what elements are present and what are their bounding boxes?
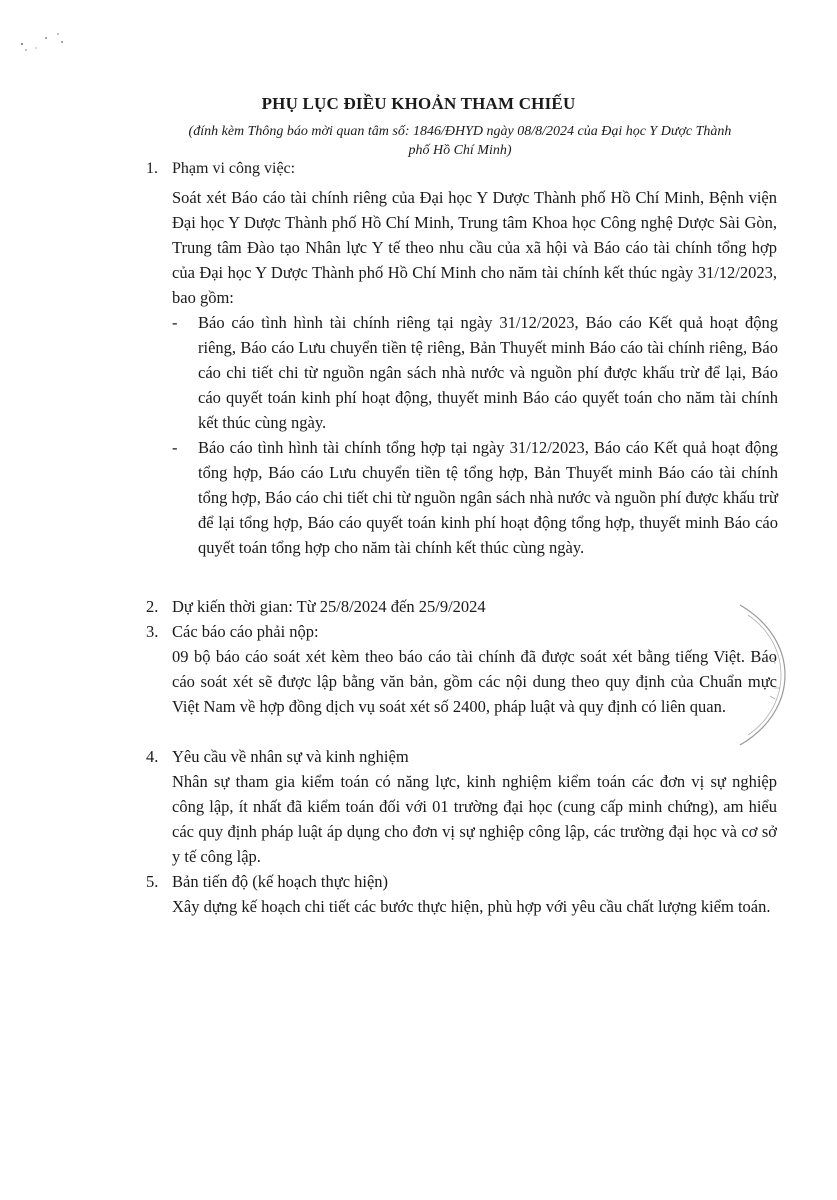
section-number: 4.	[146, 747, 159, 766]
section-1-paragraph: Soát xét Báo cáo tài chính riêng của Đại học Y Dược Thành phố Hồ Chí Minh, Bệnh viện Đại học Y Dược Thành phố Hồ Chí Minh, Trung tâm Khoa học Công nghệ Dược Sài Gòn, Trung tâm Đào tạo Nhân lực Y tế theo nhu cầu của xã hội và Báo cáo tài chính tổng hợp của Đại học Y Dược Thành phố Hồ Chí Minh cho năm tài chính kết thúc ngày 31/12/2023, bao gồm:	[172, 188, 777, 307]
section-number: 1.	[146, 160, 158, 177]
scan-specks	[16, 28, 76, 58]
section-2-heading	[146, 594, 766, 619]
bullet-text: Báo cáo tình hình tài chính tổng hợp tại ngày 31/12/2023, Báo cáo Kết quả hoạt động tổng hợp, Báo cáo Lưu chuyển tiền tệ tổng hợp, Bản Thuyết minh Báo cáo tài chính tổng hợp, Báo cáo chi tiết chi từ nguồn ngân sách nhà nước và nguồn phí được khấu trừ để lại tổng hợp, Báo cáo quyết toán kinh phí hoạt động tổng hợp, thuyết minh Báo cáo quyết toán tổng hợp cho năm tài chính kết thúc cùng ngày.	[198, 438, 778, 557]
stamp-edge-mark	[730, 600, 800, 750]
section-title: Dự kiến thời gian: Từ 25/8/2024 đến 25/9/2024	[172, 597, 486, 616]
bullet-text: Báo cáo tình hình tài chính riêng tại ngày 31/12/2023, Báo cáo Kết quả hoạt động riêng, Báo cáo Lưu chuyển tiền tệ riêng, Bản Thuyết minh Báo cáo tài chính riêng, Báo cáo chi tiết chi từ nguồn ngân sách nhà nước và nguồn phí được khấu trừ để lại, Báo cáo quyết toán kinh phí hoạt động, thuyết minh Báo cáo quyết toán cho năm tài chính kết thúc cùng ngày.	[198, 313, 778, 432]
section-5-heading	[146, 869, 766, 894]
document-title: PHỤ LỤC ĐIỀU KHOẢN THAM CHIẾU	[261, 94, 576, 113]
section-number: 2.	[146, 597, 159, 616]
section-title: Phạm vi công việc:	[172, 160, 296, 177]
section-title: Bản tiến độ (kế hoạch thực hiện)	[172, 872, 389, 891]
subtitle-line-2: phố Hồ Chí Minh)	[408, 143, 512, 158]
bullet-dash: -	[172, 313, 178, 332]
bullet-dash: -	[172, 438, 178, 457]
section-number: 5.	[146, 872, 159, 891]
section-4-heading	[146, 744, 766, 769]
section-title: Yêu cầu về nhân sự và kinh nghiệm	[172, 747, 409, 766]
section-3-paragraph: 09 bộ báo cáo soát xét kèm theo báo cáo tài chính đã được soát xét bằng tiếng Việt. Báo cáo soát xét sẽ được lập bằng văn bản, gồm các nội dung theo quy định của Chuẩn mực Việt Nam về hợp đồng dịch vụ soát xét số 2400, pháp luật và quy định có liên quan.	[172, 647, 777, 716]
document-subtitle	[150, 122, 770, 160]
section-4-paragraph: Nhân sự tham gia kiểm toán có năng lực, kinh nghiệm kiểm toán các đơn vị sự nghiệp công lập, ít nhất đã kiểm toán đối với 01 trường đại học (cung cấp minh chứng), am hiểu các quy định pháp luật áp dụng cho đơn vị sự nghiệp công lập, các trường đại học và cơ sở y tế công lập.	[172, 772, 777, 866]
subtitle-line-1: (đính kèm Thông báo mời quan tâm số: 1846/ĐHYD ngày 08/8/2024 của Đại học Y Dược Thành	[188, 124, 732, 139]
section-5-paragraph: Xây dựng kế hoạch chi tiết các bước thực hiện, phù hợp với yêu cầu chất lượng kiểm toán.	[172, 897, 771, 916]
section-title: Các báo cáo phải nộp:	[172, 622, 319, 641]
section-1-heading	[146, 160, 766, 178]
section-3-heading	[146, 619, 766, 644]
section-number: 3.	[146, 622, 159, 641]
